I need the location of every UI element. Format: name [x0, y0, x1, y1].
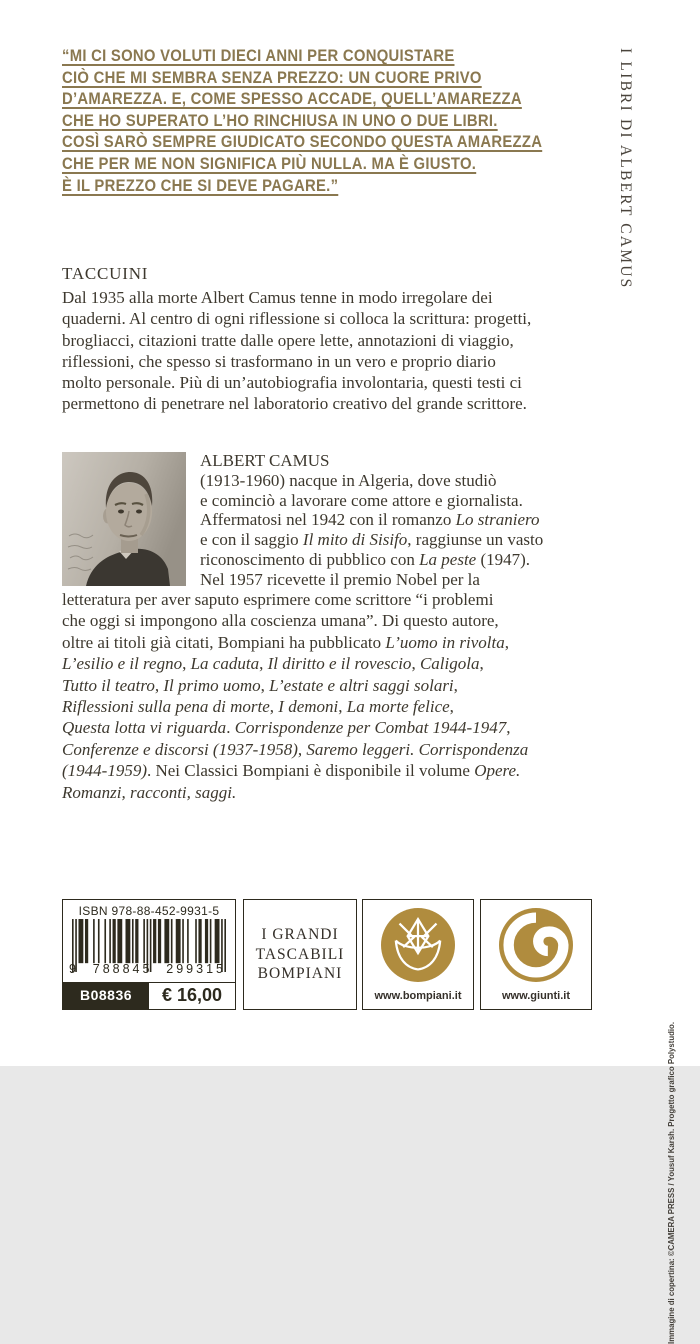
isbn-barcode-box [62, 899, 236, 1010]
author-bio-beside-photo: ALBERT CAMUS (1913-1960) nacque in Algeria, dove studiò e cominciò a lavorare come attore e giornalista. Affermatosi nel 1942 con il romanzo Lo straniero e con il saggio Il mito di Sisifo, raggiunse un vasto riconoscimento di pubblico con La peste (1947). Nel 1957 ricevette il premio Nobel per la [200, 451, 544, 589]
author-bio-continued: letteratura per aver saputo esprimere come scrittore “i problemi che oggi si impongono alla coscienza umana”. Di questo autore, oltre ai titoli già citati, Bompiani ha pubblicato L’uomo in rivolta, L’esilio e il regno, La caduta, Il diritto e il rovescio, Caligola, Tutto il teatro, Il primo uomo, L’estate e altri saggi solari, Riflessioni sulla pena di morte, I demoni, La morte felice, Questa lotta vi riguarda. Corrispondenze per Combat 1944-1947, Conferenze e discorsi (1937-1958), Saremo leggeri. Corrispondenza (1944-1959). Nei Classici Bompiani è disponibile il volume Opere. Romanzi, racconti, saggi. [62, 590, 529, 802]
giunti-logo-box [480, 899, 592, 1010]
barcode-digit-group: 299315 [166, 962, 226, 976]
imprint-box [243, 899, 357, 1010]
cover-quote: “MI CI SONO VOLUTI DIECI ANNI PER CONQUISTARE CIÒ CHE MI SEMBRA SENZA PREZZO: UN CUORE PRIVO D’AMAREZZA. E, COME SPESSO ACCADE, QUELL’AMAREZZA CHE HO SUPERATO L’HO RINCHIUSA IN UNO O DUE LIBRI. COSÌ SARÒ SEMPRE GIUDICATO SECONDO QUESTA AMAREZZA CHE PER ME NON SIGNIFICA PIÙ NULLA. MA È GIUSTO. È IL PREZZO CHE SI DEVE PAGARE.” [62, 47, 543, 195]
price: € 16,00 [161, 985, 223, 1005]
barcode-digits [69, 962, 226, 976]
albert-camus-photo [62, 452, 186, 586]
book-title: TACCUINI [62, 264, 149, 283]
barcode-digit-group: 788845 [92, 962, 153, 976]
bompiani-logo-icon [381, 908, 455, 982]
book-description: Dal 1935 alla morte Albert Camus tenne in modo irregolare dei quaderni. Al centro di ogni riflessione si colloca la scrittura: progetti, brogliacci, citazioni tratte dalle opere lette, annotazioni di viaggio, riflessioni, che spesso si trasformano in un vero e proprio diario molto personale. Più di un’autobiografia involontaria, questi testi ci permettono di penetrare nel laboratorio creativo del grande scrittore. [62, 288, 532, 414]
bompiani-url: www.bompiani.it [374, 990, 462, 1002]
imprint-name: I GRANDI TASCABILI BOMPIANI [255, 926, 345, 983]
edition-code: B08836 [63, 983, 149, 1009]
photo-credit: Immagine di copertina: ©CAMERA PRESS / Yousuf Karsh. Progetto grafico Polystudio. [666, 1022, 676, 1344]
price-row [63, 982, 235, 1009]
barcode-digit-group: 9 [69, 962, 79, 976]
spine-series-title: I LIBRI DI ALBERT CAMUS [617, 48, 634, 290]
giunti-url: www.giunti.it [501, 990, 571, 1002]
giunti-logo-icon [499, 908, 573, 982]
isbn-label: ISBN 978-88-452-9931-5 [78, 904, 220, 918]
bompiani-logo-box [362, 899, 474, 1010]
